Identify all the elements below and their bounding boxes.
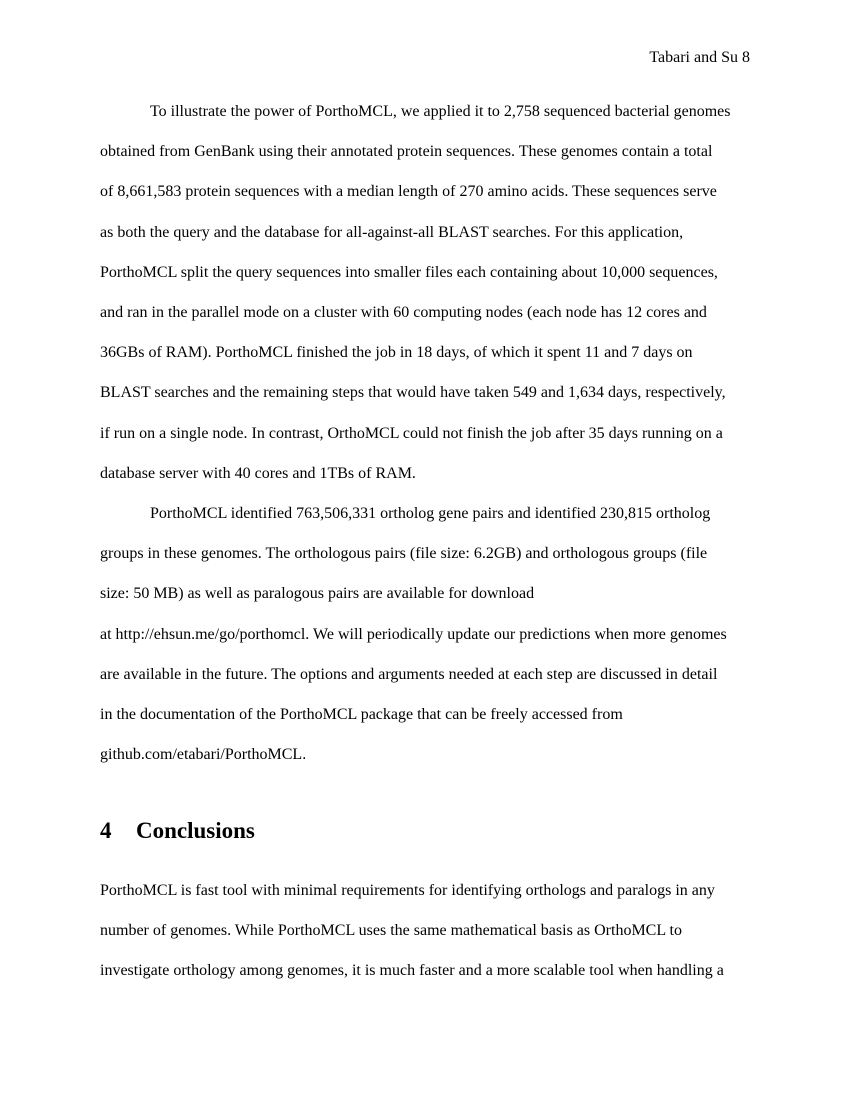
text-line: investigate orthology among genomes, it is much faster and a more scalable tool when handling a bbox=[100, 962, 724, 980]
text-line: To illustrate the power of PorthoMCL, we applied it to 2,758 sequenced bacterial genomes bbox=[150, 103, 731, 120]
text-line: at http://ehsun.me/go/porthomcl. We will periodically update our predictions when more genomes bbox=[100, 625, 727, 643]
paragraph-conclusions bbox=[100, 871, 751, 992]
section-heading-conclusions bbox=[100, 816, 255, 846]
text-line: and ran in the parallel mode on a cluster with 60 computing nodes (each node has 12 cores and bbox=[100, 304, 707, 322]
text-line: PorthoMCL split the query sequences into smaller files each containing about 10,000 sequences, bbox=[100, 263, 718, 281]
text-line: are available in the future. The options and arguments needed at each step are discussed in detail bbox=[100, 665, 718, 683]
text-line: PorthoMCL is fast tool with minimal requirements for identifying orthologs and paralogs in any bbox=[100, 882, 715, 899]
text-line: of 8,661,583 protein sequences with a median length of 270 amino acids. These sequences serve bbox=[100, 183, 717, 201]
text-line: BLAST searches and the remaining steps that would have taken 549 and 1,634 days, respectively, bbox=[100, 384, 726, 402]
text-line: size: 50 MB) as well as paralogous pairs are available for download bbox=[100, 585, 535, 603]
text-line: database server with 40 cores and 1TBs of RAM. bbox=[100, 464, 416, 482]
text-line: as both the query and the database for all-against-all BLAST searches. For this application, bbox=[100, 223, 684, 241]
text-line: PorthoMCL identified 763,506,331 ortholog gene pairs and identified 230,815 ortholog bbox=[150, 505, 711, 523]
text-line: groups in these genomes. The orthologous pairs (file size: 6.2GB) and orthologous groups (file bbox=[100, 545, 708, 563]
text-line: github.com/etabari/PorthoMCL. bbox=[100, 746, 307, 764]
running-head: Tabari and Su 8 bbox=[649, 49, 750, 66]
results-body bbox=[100, 92, 751, 775]
conclusions-body bbox=[100, 871, 751, 992]
paragraph-results bbox=[100, 494, 751, 775]
text-line: 36GBs of RAM). PorthoMCL finished the job in 18 days, of which it spent 11 and 7 days on bbox=[100, 344, 693, 362]
section-title: Conclusions bbox=[136, 818, 255, 843]
text-line: in the documentation of the PorthoMCL package that can be freely accessed from bbox=[100, 706, 623, 724]
section-number: 4 bbox=[100, 818, 112, 843]
text-line: if run on a single node. In contrast, OrthoMCL could not finish the job after 35 days running on a bbox=[100, 424, 723, 442]
text-line: obtained from GenBank using their annotated protein sequences. These genomes contain a total bbox=[100, 143, 713, 161]
text-line: number of genomes. While PorthoMCL uses the same mathematical basis as OrthoMCL to bbox=[100, 922, 682, 940]
paragraph-performance bbox=[100, 92, 751, 494]
